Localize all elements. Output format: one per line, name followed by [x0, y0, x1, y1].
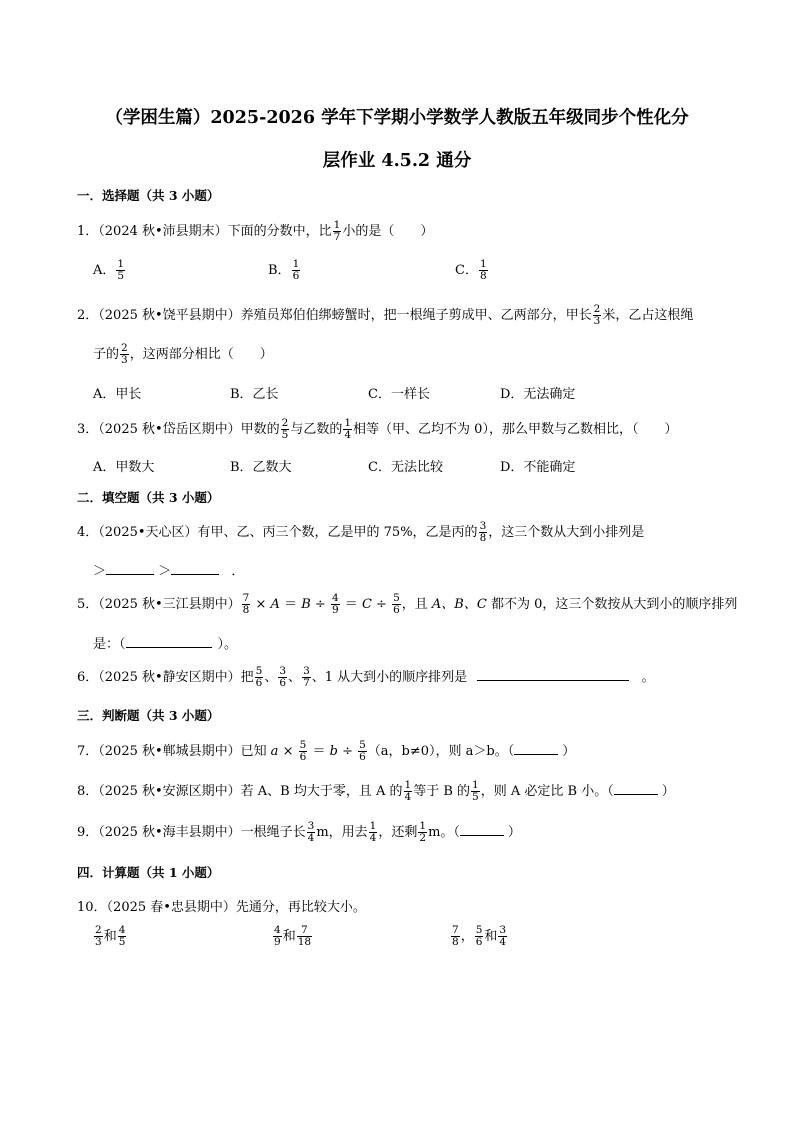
judge-blank[interactable] [514, 742, 558, 755]
question-10: 10．（2025 春•忠县期中）先通分，再比较大小。 [77, 900, 366, 915]
option-b[interactable]: B．乙长 [230, 387, 279, 402]
question-1 [77, 220, 433, 243]
section-heading-fill: 二．填空题（共 3 小题） [77, 490, 220, 505]
option-c[interactable]: C．一样长 [368, 387, 430, 402]
question-5: 5．（2025 秋•三江县期中） $\frac{7}{8}$ × A ＝ B ÷ $\frac{4}{9}$ ＝ C ÷ $\frac{5}{6}$ ，且 A、B、C 都不为 0，这三个数按从大到小的顺序排列 [77, 592, 738, 616]
fraction: $\frac{1}{7}$ [333, 219, 341, 243]
section-heading-calc: 四．计算题（共 1 小题） [77, 865, 220, 880]
option-d[interactable]: D．无法确定 [500, 387, 576, 402]
answer-blank[interactable] [171, 562, 219, 575]
option-b[interactable]: B． $\frac{1}{6}$ [268, 258, 300, 282]
comparison-group-3: $\frac{7}{8}$ ， $\frac{5}{6}$ 和 $\frac{3}{4}$ [452, 924, 507, 948]
judge-blank[interactable] [614, 782, 658, 795]
page-title-line-1: （学困生篇）2025-2026 学年下学期小学数学人教版五年级同步个性化分 [105, 108, 689, 128]
comparison-group-2: $\frac{4}{9}$ 和 $\frac{7}{18}$ [274, 924, 312, 948]
answer-blank[interactable] [106, 562, 154, 575]
question-2-continued: 子的 $\frac{2}{3}$ ，这两部分相比（ ） [93, 342, 273, 366]
option-b[interactable]: B．乙数大 [230, 460, 292, 475]
section-heading-choice: 一．选择题（共 3 小题） [77, 188, 220, 203]
answer-blank[interactable] [477, 668, 629, 681]
option-d[interactable]: D．不能确定 [500, 460, 576, 475]
question-5-answer-line: 是：（ ）。 [93, 637, 238, 652]
question-8: 8．（2025 秋•安源区期中）若 A、B 均大于零，且 A 的 $\frac{1}{4}$ 等于 B 的 $\frac{1}{5}$ ，则 A 必定比 B 小。（ ） [77, 779, 675, 803]
page-title-line-2: 层作业 4.5.2 通分 [322, 151, 472, 171]
question-text: 1．（2024 秋•沛县期末）下面的分数中，比 [77, 224, 332, 239]
option-a[interactable]: A．甲长 [93, 387, 142, 402]
answer-blank[interactable] [126, 635, 212, 648]
question-4: 4．（2025•天心区）有甲、乙、丙三个数，乙是甲的 75%，乙是丙的 $\frac{3}{8}$ ，这三个数从大到小排列是 [77, 520, 645, 544]
option-c[interactable]: C．无法比较 [368, 460, 443, 475]
question-3: 3．（2025 秋•岱岳区期中）甲数的 $\frac{2}{5}$ 与乙数的 $\frac{1}{4}$ 相等（甲、乙均不为 0），那么甲数与乙数相比，（ ） [77, 417, 678, 441]
question-2: 2．（2025 秋•饶平县期中）养殖员郑伯伯绑螃蟹时，把一根绳子剪成甲、乙两部分，甲长 $\frac{2}{3}$ 米，乙占这根绳 [77, 303, 694, 327]
question-9: 9．（2025 秋•海丰县期中）一根绳子长 $\frac{3}{4}$ m，用去 $\frac{1}{4}$ ，还剩 $\frac{1}{2}$ m。（ ） [77, 820, 521, 844]
question-4-answer-line: ＞ ＞ ． [93, 564, 245, 579]
option-a[interactable]: A．甲数大 [93, 460, 155, 475]
comparison-group-1: $\frac{2}{3}$ 和 $\frac{4}{5}$ [95, 924, 126, 948]
option-c[interactable]: C． $\frac{1}{8}$ [455, 258, 487, 282]
option-a[interactable]: A． $\frac{1}{5}$ [93, 258, 125, 282]
question-6: 6．（2025 秋•静安区期中）把 $\frac{5}{6}$ 、 $\frac{3}{6}$ 、 $\frac{3}{7}$ 、1 从大到小的顺序排列是 。 [77, 665, 655, 689]
question-text: 小的是（ ） [342, 224, 434, 239]
judge-blank[interactable] [460, 823, 504, 836]
question-7: 7．（2025 秋•郸城县期中）已知 a × $\frac{5}{6}$ ＝ b ÷ $\frac{5}{6}$ （a，b≠0），则 a＞b。（ ） [77, 739, 576, 763]
section-heading-judge: 三．判断题（共 3 小题） [77, 708, 220, 723]
